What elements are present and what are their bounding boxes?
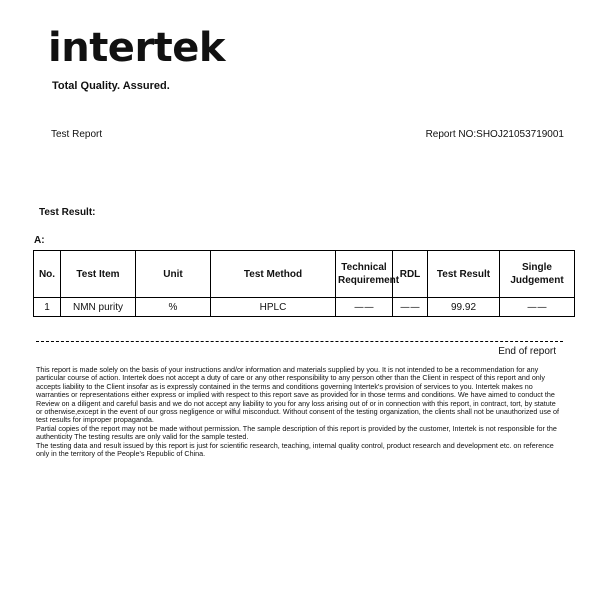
table-label: A: — [34, 235, 45, 246]
header-rdl: RDL — [393, 251, 428, 298]
cell-test-item: NMN purity — [61, 298, 136, 317]
results-table — [33, 250, 575, 317]
document-title: Test Report — [51, 129, 103, 140]
table-header-row — [34, 251, 575, 298]
header-test-result: Test Result — [428, 251, 500, 298]
dashed-divider — [36, 341, 563, 342]
disclaimer-block — [36, 366, 564, 458]
header-test-item: Test Item — [61, 251, 136, 298]
header-technical-requirement: Technical Requirement — [336, 251, 393, 298]
header-single-judgement: Single Judgement — [500, 251, 575, 298]
disclaimer-paragraph-2: Partial copies of the report may not be made without permission. The sample description of this report is provided by the customer, Intertek is not responsible for the authenticity The testing results are only valid for the sample tested. — [36, 423, 557, 442]
logo-tagline: Total Quality. Assured. — [52, 80, 170, 92]
intertek-logo: intertek — [48, 25, 226, 71]
cell-no: 1 — [34, 298, 61, 317]
cell-technical-requirement: —— — [336, 298, 393, 317]
cell-single-judgement: —— — [500, 298, 575, 317]
table-row — [34, 298, 575, 317]
disclaimer-paragraph-1: This report is made solely on the basis of your instructions and/or information and materials supplied by you. It is not intended to be a recommendation for any particular course of action. Intertek does not accept a duty of care or any other responsibility to any person other than the Client in respect of this report and only accepts liability to the Client insofar as is expressly contained in the terms and conditions governing Intertek's provision of services to you. Intertek makes no warranties or representations either express or implied with respect to this report save as provided for in those terms and conditions. We have aimed to conduct the Review on a diligent and careful basis and we do not accept any liability to you for any loss arising out of or in connection with this report, in contract, tort, by statute or otherwise,except in the event of our gross negligence or wilful misconduct. Without consent of the testing organization, the clients shall not be unauthorized use of test results for improper propaganda. — [36, 365, 559, 425]
section-title: Test Result: — [39, 207, 96, 218]
header-test-method: Test Method — [211, 251, 336, 298]
cell-rdl: —— — [393, 298, 428, 317]
cell-test-result: 99.92 — [428, 298, 500, 317]
header-no: No. — [34, 251, 61, 298]
end-of-report-label: End of report — [498, 346, 556, 357]
cell-unit: % — [136, 298, 211, 317]
report-number: Report NO:SHOJ21053719001 — [425, 129, 564, 140]
cell-test-method: HPLC — [211, 298, 336, 317]
header-unit: Unit — [136, 251, 211, 298]
disclaimer-paragraph-3: The testing data and result issued by this report is just for scientific research, teaching, internal quality control, product research and development etc. on reference only in the territory of the People's Republic of China. — [36, 440, 554, 459]
